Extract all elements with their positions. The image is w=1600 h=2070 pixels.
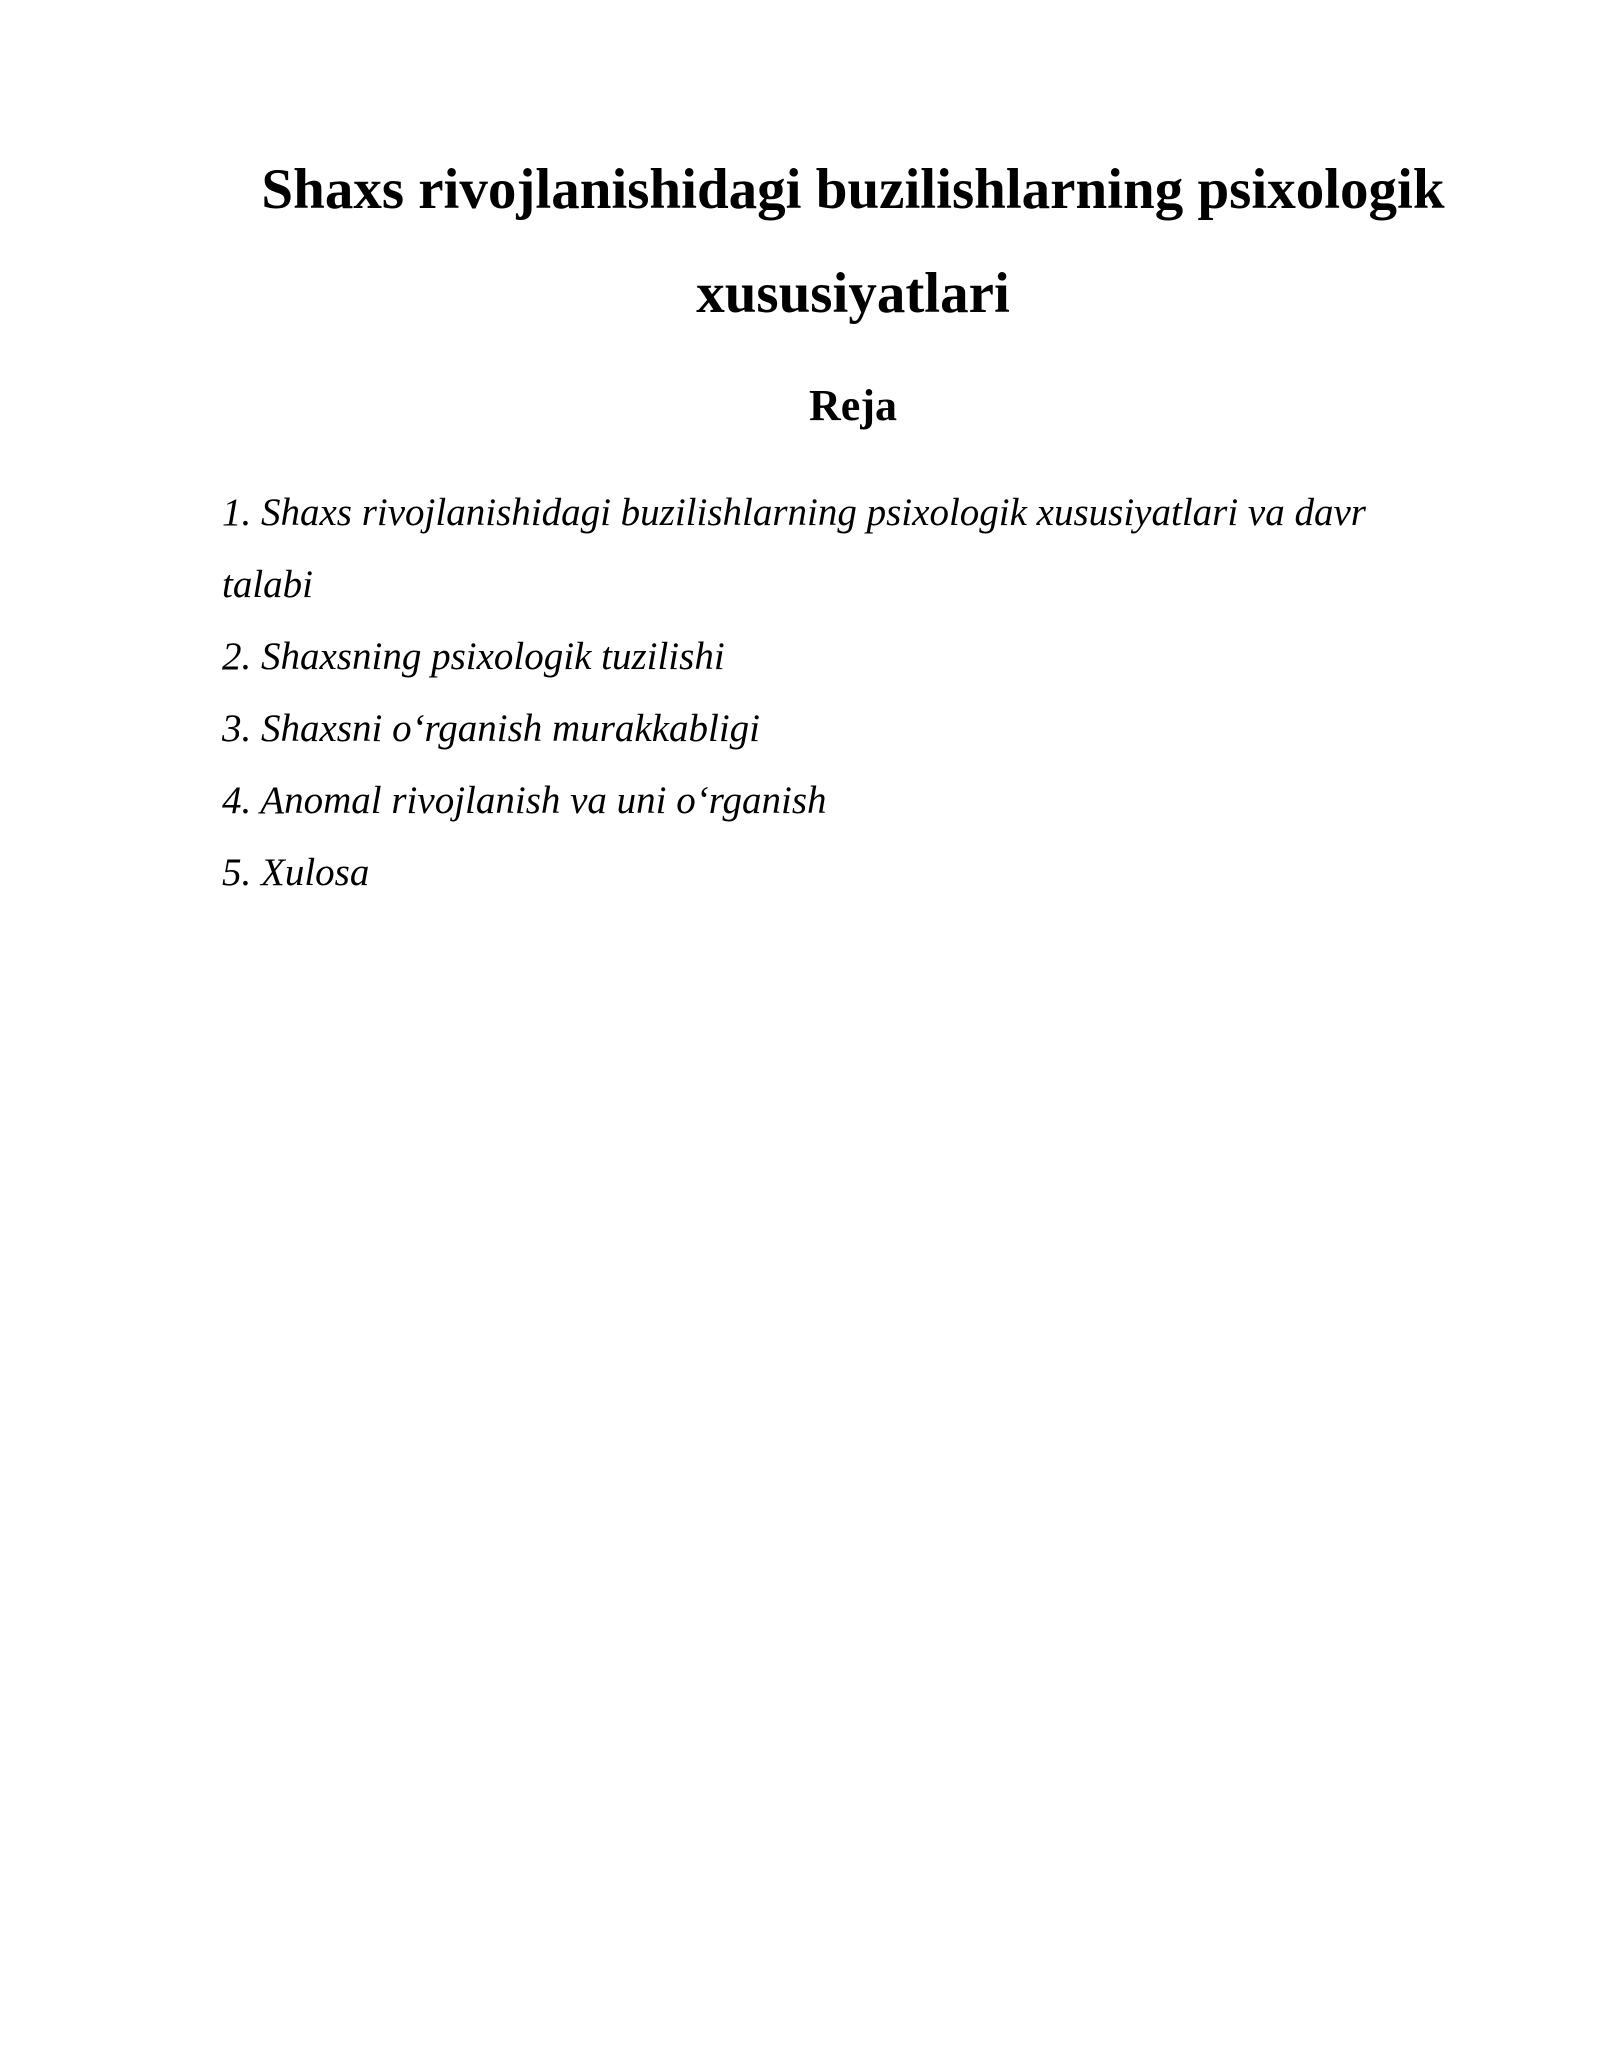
plan-heading: Reja xyxy=(809,381,897,430)
page-title: Shaxs rivojlanishidagi buzilishlarning psixologik xususiyatlari xyxy=(261,158,1445,325)
plan-item-1: 1. Shaxs rivojlanishidagi buzilishlarning psixologik xususiyatlari va davr talabi xyxy=(222,491,1366,606)
plan-item-3: 3. Shaxsni o‘rganish murakkabligi xyxy=(222,707,761,750)
plan-item-2: 2. Shaxsning psixologik tuzilishi xyxy=(222,635,725,678)
plan-item-4: 4. Anomal rivojlanish va uni o‘rganish xyxy=(222,779,827,822)
plan-list xyxy=(222,477,1462,909)
plan-item-5: 5. Xulosa xyxy=(222,851,370,894)
